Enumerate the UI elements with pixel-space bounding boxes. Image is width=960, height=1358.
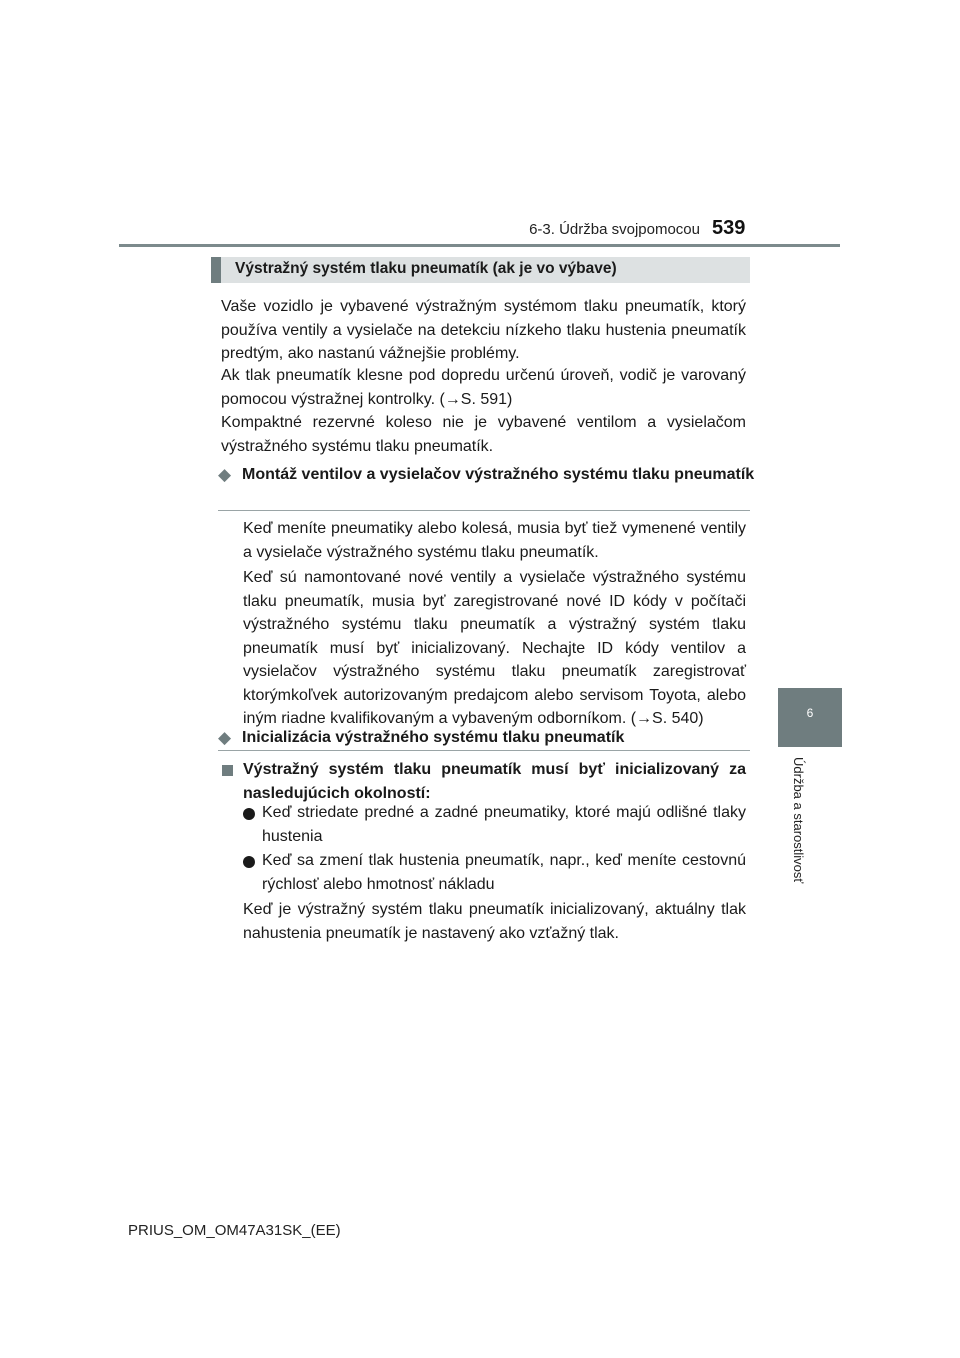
intro-paragraph: Vaše vozidlo je vybavené výstražným systémom tlaku pneumatík, ktorý používa ventily a vysielače na detekciu nízkeho tlaku hustenia pneumatík predtým, ako nastanú vážnejšie problémy. (221, 298, 746, 362)
section-title-bar (211, 257, 750, 283)
bullet-dot-icon (243, 808, 255, 820)
body-paragraph: Keď meníte pneumatiky alebo kolesá, musia byť tiež vymenené ventily a vysielače výstražného systému tlaku pneumatík. (243, 520, 746, 561)
running-header-section: 6-3. Údržba svojpomocou (529, 221, 700, 238)
section-title: Výstražný systém tlaku pneumatík (ak je vo výbave) (235, 260, 617, 277)
intro-paragraph: Kompaktné rezervné koleso nie je vybavené ventilom a vysielačom výstražného systému tlaku pneumatík. (221, 414, 746, 455)
diamond-bullet-icon: ◆ (218, 465, 232, 484)
subsection-title: Montáž ventilov a vysielačov výstražného systému tlaku pneumatík (242, 466, 755, 483)
condition-heading: Výstražný systém tlaku pneumatík musí byť inicializovaný za nasledujúcich okolností: (243, 761, 746, 802)
header-divider (119, 244, 840, 247)
intro-paragraph: Ak tlak pneumatík klesne pod dopredu určenú úroveň, vodič je varovaný pomocou výstražnej kontrolky. (→S. 591) (221, 367, 746, 408)
page-number: 539 (712, 217, 746, 239)
body-paragraph: Keď sú namontované nové ventily a vysielače výstražného systému tlaku pneumatík, musia byť zaregistrované nové ID kódy v počítači výstražného systému tlaku pneumatík a výstražný systém tlaku pneumatík musí byť inicializovaný. Nechajte ID kódy ventilov a vysielačov výstražného systému tlaku pneumatík zaregistrovať ktorýmkoľvek autorizovaným predajcom alebo servisom Toyota, alebo iným riadne kvalifikovaným a vybaveným odborníkom. (→S. 540) (243, 569, 746, 727)
subsection-divider (218, 510, 750, 511)
bullet-dot-icon (243, 856, 255, 868)
square-bullet-icon (222, 765, 233, 776)
bullet-item: Keď striedate predné a zadné pneumatiky, ktoré majú odlišné tlaky hustenia (262, 804, 746, 845)
subsection-divider (218, 750, 750, 751)
chapter-number: 6 (806, 706, 814, 720)
closing-paragraph: Keď je výstražný systém tlaku pneumatík inicializovaný, aktuálny tlak nahustenia pneumatík je nastavený ako vzťažný tlak. (243, 901, 746, 942)
bullet-item: Keď sa zmení tlak hustenia pneumatík, napr., keď meníte cestovnú rýchlosť alebo hmotnosť nákladu (262, 852, 746, 893)
chapter-label: Údržba a starostlivosť (791, 757, 806, 884)
subsection-title: Inicializácia výstražného systému tlaku pneumatík (242, 729, 625, 746)
diamond-bullet-icon: ◆ (218, 728, 232, 747)
chapter-tab (778, 688, 842, 747)
document-code-footer: PRIUS_OM_OM47A31SK_(EE) (128, 1222, 341, 1239)
